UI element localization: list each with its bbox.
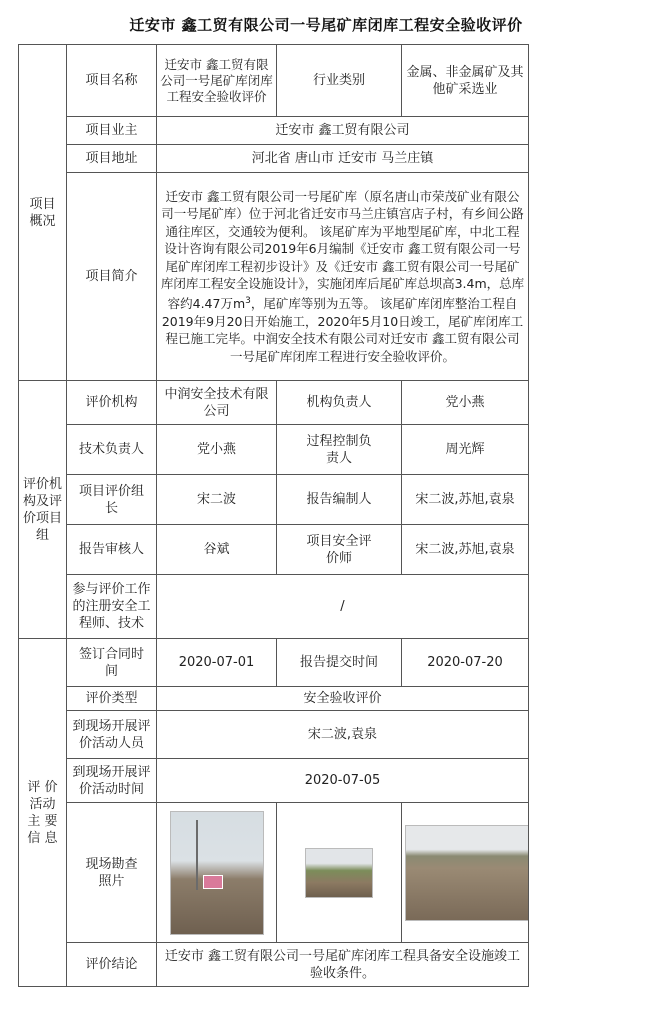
address-value: 河北省 唐山市 迁安市 马兰庄镇 <box>157 145 529 173</box>
submit-date-value: 2020-07-20 <box>402 639 529 687</box>
safety-assessor-label: 项目安全评价师 <box>277 525 402 575</box>
reviewer-label: 报告审核人 <box>67 525 157 575</box>
team-leader-value: 宋二波 <box>157 475 277 525</box>
overview-section-label: 项目 概况 <box>19 45 67 381</box>
intro-value: 迁安市 鑫工贸有限公司一号尾矿库（原名唐山市荣茂矿业有限公司一号尾矿库）位于河北省迁安市马兰庄镇宫店子村，有乡间公路通往库区，交通较为便利。 该尾矿库为平地型尾矿库，中北工程设计咨询有限公司2019年6月编制《迁安市 鑫工贸有限公司一号尾矿库闭库工程初步设计》及《迁安市 鑫工贸有限公司一号尾矿库闭库工程安全设施设计》，实施闭库后尾矿库总坝高3.4m，总库容约4.47万$m^3$，尾矿库等别为五等。 该尾矿库闭库整治工程自2019年9月20日开始施工，2020年5月10日竣工，尾矿库闭库工程已施工完毕。中润安全技术有限公司对迁安市 鑫工贸有限公司一号尾矿库闭库工程进行安全验收评价。 <box>157 173 529 381</box>
participants-label: 参与评价工作的注册安全工程师、技术 <box>67 575 157 639</box>
agency-head-label: 机构负责人 <box>277 381 402 425</box>
conclusion-label: 评价结论 <box>67 943 157 987</box>
participants-value: / <box>157 575 529 639</box>
photo-cell-2 <box>277 803 402 943</box>
eval-type-label: 评价类型 <box>67 687 157 711</box>
report-author-value: 宋二波,苏旭,袁泉 <box>402 475 529 525</box>
submit-date-label: 报告提交时间 <box>277 639 402 687</box>
photo-cell-3 <box>402 803 529 943</box>
onsite-time-label: 到现场开展评价活动时间 <box>67 759 157 803</box>
eval-type-value: 安全验收评价 <box>157 687 529 711</box>
safety-assessor-value: 宋二波,苏旭,袁泉 <box>402 525 529 575</box>
agency-head-value: 党小燕 <box>402 381 529 425</box>
reviewer-value: 谷斌 <box>157 525 277 575</box>
owner-value: 迁安市 鑫工贸有限公司 <box>157 117 529 145</box>
page-title: 迁安市 鑫工贸有限公司一号尾矿库闭库工程安全验收评价 <box>129 16 523 34</box>
intro-label: 项目简介 <box>67 173 157 381</box>
agency-value: 中润安全技术有限公司 <box>157 381 277 425</box>
industry-label: 行业类别 <box>277 45 402 117</box>
owner-label: 项目业主 <box>67 117 157 145</box>
address-label: 项目地址 <box>67 145 157 173</box>
site-photo-2 <box>305 848 373 898</box>
tech-head-label: 技术负责人 <box>67 425 157 475</box>
tech-head-value: 党小燕 <box>157 425 277 475</box>
project-name-label: 项目名称 <box>67 45 157 117</box>
industry-value: 金属、非金属矿及其他矿采选业 <box>402 45 529 117</box>
team-leader-label: 项目评价组长 <box>67 475 157 525</box>
contract-date-value: 2020-07-01 <box>157 639 277 687</box>
photos-label: 现场勘查照片 <box>67 803 157 943</box>
org-section-label: 评价机构及评价项目组 <box>19 381 67 639</box>
process-head-label: 过程控制负责人 <box>277 425 402 475</box>
agency-label: 评价机构 <box>67 381 157 425</box>
onsite-staff-value: 宋二波,袁泉 <box>157 711 529 759</box>
site-photo-1 <box>170 811 264 935</box>
onsite-staff-label: 到现场开展评价活动人员 <box>67 711 157 759</box>
contract-date-label: 签订合同时间 <box>67 639 157 687</box>
site-photo-3 <box>405 825 529 921</box>
report-author-label: 报告编制人 <box>277 475 402 525</box>
activity-section-label: 评 价 活动 主 要 信 息 <box>19 639 67 987</box>
project-name-value: 迁安市 鑫工贸有限公司一号尾矿库闭库工程安全验收评价 <box>157 45 277 117</box>
evaluation-table <box>18 44 529 987</box>
process-head-value: 周光辉 <box>402 425 529 475</box>
conclusion-value: 迁安市 鑫工贸有限公司一号尾矿库闭库工程具备安全设施竣工验收条件。 <box>157 943 529 987</box>
onsite-time-value: 2020-07-05 <box>157 759 529 803</box>
photo-cell-1 <box>157 803 277 943</box>
